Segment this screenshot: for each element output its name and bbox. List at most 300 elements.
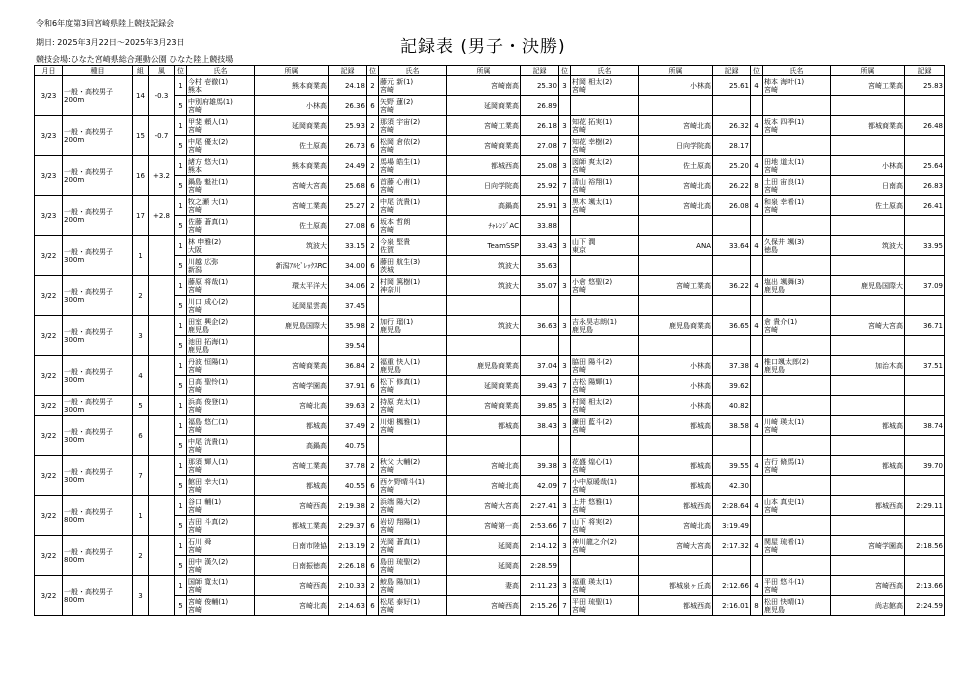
athlete-cell <box>187 196 255 216</box>
event-distance: 800m <box>64 555 85 564</box>
team <box>639 256 713 276</box>
event-distance: 300m <box>64 405 85 414</box>
table-row <box>35 196 945 216</box>
team: 熊本商業高 <box>255 156 329 176</box>
place: 3 <box>559 496 571 516</box>
record: 2:15.26 <box>521 596 559 616</box>
athlete-name: 浜端 陽大(2) <box>380 497 421 506</box>
wind: -0.3 <box>149 76 175 116</box>
athlete-prefecture: 佐賀 <box>380 245 394 254</box>
team: 都城高 <box>255 416 329 436</box>
athlete-cell <box>187 576 255 596</box>
team <box>831 396 905 416</box>
athlete-name: 神川龍之介(2) <box>572 537 617 546</box>
athlete-cell <box>763 116 831 136</box>
athlete-cell <box>571 276 639 296</box>
athlete-prefecture: 宮崎 <box>764 325 778 334</box>
place <box>751 96 763 116</box>
athlete-cell <box>571 576 639 596</box>
record: 26.89 <box>521 96 559 116</box>
record <box>713 216 751 236</box>
athlete-name: 坂本 哲朗 <box>380 217 411 226</box>
team: 宮崎大宮高 <box>831 316 905 336</box>
place: 3 <box>559 276 571 296</box>
athlete-cell <box>379 336 447 356</box>
athlete-prefecture: 神奈川 <box>380 285 401 294</box>
record <box>713 556 751 576</box>
place: 2 <box>367 576 379 596</box>
meet-period: 期日: 2025年3月22日～2025年3月23日 <box>36 38 185 47</box>
event-category: 一般・高校男子 <box>64 287 113 296</box>
record <box>905 336 945 356</box>
team: 新潟ｱﾙﾋﾞﾚｯｸｽRC <box>255 256 329 276</box>
team: TeamSSP <box>447 236 521 256</box>
record: 38.74 <box>905 416 945 436</box>
team <box>447 336 521 356</box>
athlete-prefecture: 宮崎 <box>188 605 202 614</box>
athlete-prefecture: 宮崎 <box>572 585 586 594</box>
place: 4 <box>751 416 763 436</box>
event-date: 3/23 <box>35 156 63 196</box>
team: 日向学院高 <box>639 136 713 156</box>
record: 2:13.19 <box>329 536 367 556</box>
team: 宮崎工業高 <box>639 276 713 296</box>
team: 加治木高 <box>831 356 905 376</box>
athlete-prefecture: 宮崎 <box>572 505 586 514</box>
team: 延岡高 <box>447 536 521 556</box>
athlete-prefecture: 鹿児島 <box>764 605 785 614</box>
record: 37.09 <box>905 276 945 296</box>
athlete-name: 田室 興企(2) <box>188 317 229 326</box>
athlete-cell <box>571 436 639 456</box>
athlete-name: 浜高 俊登(1) <box>188 397 229 406</box>
table-row <box>35 456 945 476</box>
heat-number: 1 <box>133 496 149 536</box>
athlete-prefecture: 宮崎 <box>764 505 778 514</box>
record: 37.49 <box>329 416 367 436</box>
athlete-name: 福重 瑛太(1) <box>572 577 613 586</box>
record: 2:14.12 <box>521 536 559 556</box>
event-date: 3/22 <box>35 576 63 616</box>
athlete-prefecture: 宮崎 <box>764 85 778 94</box>
event-category: 一般・高校男子 <box>64 507 113 516</box>
team: 佐土原高 <box>255 216 329 236</box>
athlete-name: 知花 幸樹(2) <box>572 137 613 146</box>
place: 7 <box>559 476 571 496</box>
athlete-prefecture: 宮崎 <box>380 605 394 614</box>
athlete-name: 日高 聖怜(1) <box>188 377 229 386</box>
athlete-cell <box>379 156 447 176</box>
team: 延岡商業高 <box>447 96 521 116</box>
athlete-cell <box>571 516 639 536</box>
athlete-name: 土田 宙良(1) <box>764 177 805 186</box>
wind <box>149 396 175 416</box>
place: 5 <box>175 476 187 496</box>
place: 2 <box>367 416 379 436</box>
athlete-prefecture: 徳島 <box>764 245 778 254</box>
team: 宮崎西高 <box>447 596 521 616</box>
record: 2:19.38 <box>329 496 367 516</box>
athlete-name: 福島 悠仁(1) <box>188 417 229 426</box>
athlete-name: 小中原暖哉(1) <box>572 477 617 486</box>
place <box>751 136 763 156</box>
athlete-name: 川崎 瑛太(1) <box>764 417 805 426</box>
athlete-name: 川畑 楓雅(1) <box>380 417 421 426</box>
athlete-prefecture: 熊本 <box>188 165 202 174</box>
record: 34.00 <box>329 256 367 276</box>
place <box>751 516 763 536</box>
athlete-prefecture: 宮崎 <box>764 465 778 474</box>
athlete-prefecture: 宮崎 <box>764 165 778 174</box>
athlete-prefecture: 宮崎 <box>380 485 394 494</box>
athlete-cell <box>187 76 255 96</box>
place: 4 <box>751 356 763 376</box>
place: 1 <box>175 276 187 296</box>
athlete-cell <box>187 256 255 276</box>
place <box>751 396 763 416</box>
athlete-name: 田地 道太(1) <box>764 157 805 166</box>
athlete-name: 平田 琉聖(1) <box>572 597 613 606</box>
team: 日向学院高 <box>447 176 521 196</box>
team: 宮崎大宮高 <box>447 496 521 516</box>
athlete-cell <box>187 156 255 176</box>
record <box>713 256 751 276</box>
athlete-cell <box>763 536 831 556</box>
athlete-cell <box>379 596 447 616</box>
place: 4 <box>751 196 763 216</box>
place: 1 <box>175 396 187 416</box>
place: 1 <box>175 316 187 336</box>
athlete-name: 田中 漢久(2) <box>188 557 229 566</box>
athlete-cell <box>763 76 831 96</box>
athlete-name: 関屋 琉希(1) <box>764 537 805 546</box>
record: 35.98 <box>329 316 367 336</box>
team: ANA <box>639 236 713 256</box>
place: 2 <box>367 156 379 176</box>
record: 39.38 <box>521 456 559 476</box>
athlete-name: 黒木 颯太(1) <box>572 197 613 206</box>
place: 3 <box>559 416 571 436</box>
column-header: 記録 <box>329 66 367 76</box>
athlete-cell <box>763 596 831 616</box>
event-date: 3/22 <box>35 316 63 356</box>
record: 2:16.01 <box>713 596 751 616</box>
athlete-name: 松下 修真(1) <box>380 377 421 386</box>
heat-number: 3 <box>133 576 149 616</box>
team <box>639 296 713 316</box>
athlete-name: 西ケ野晴斗(1) <box>380 477 425 486</box>
athlete-name: 矢野 蓮(2) <box>380 97 414 106</box>
results-table <box>34 65 945 616</box>
athlete-cell <box>379 216 447 236</box>
record: 2:29.11 <box>905 496 945 516</box>
athlete-cell <box>763 456 831 476</box>
place <box>559 256 571 276</box>
athlete-prefecture: 大阪 <box>188 245 202 254</box>
record: 2:27.41 <box>521 496 559 516</box>
record: 25.93 <box>329 116 367 136</box>
event-distance: 300m <box>64 475 85 484</box>
place: 3 <box>559 76 571 96</box>
athlete-cell <box>379 476 447 496</box>
team: 小林高 <box>639 76 713 96</box>
athlete-cell <box>763 556 831 576</box>
athlete-name: 馬場 皓生(1) <box>380 157 421 166</box>
athlete-prefecture: 宮崎 <box>380 425 394 434</box>
wind: -0.7 <box>149 116 175 156</box>
column-header: 位 <box>175 66 187 76</box>
athlete-prefecture: 鹿児島 <box>188 345 209 354</box>
place: 5 <box>175 336 187 356</box>
athlete-name: 清山 裕翔(1) <box>572 177 613 186</box>
place: 1 <box>175 416 187 436</box>
event-distance: 800m <box>64 595 85 604</box>
column-header: 種目 <box>63 66 133 76</box>
record: 38.58 <box>713 416 751 436</box>
team: 妻高 <box>447 576 521 596</box>
record: 36.71 <box>905 316 945 336</box>
athlete-cell <box>379 236 447 256</box>
team: 高鍋高 <box>255 436 329 456</box>
team: 高鍋高 <box>447 196 521 216</box>
record: 37.38 <box>713 356 751 376</box>
team: 延岡商業高 <box>255 116 329 136</box>
athlete-prefecture: 宮崎 <box>188 105 202 114</box>
wind <box>149 456 175 496</box>
place: 4 <box>751 496 763 516</box>
column-header: 位 <box>367 66 379 76</box>
team <box>831 136 905 156</box>
place: 5 <box>175 216 187 236</box>
athlete-name: 坂本 四季(1) <box>764 117 805 126</box>
place: 3 <box>559 396 571 416</box>
athlete-name: 川口 成心(2) <box>188 297 229 306</box>
place: 6 <box>367 476 379 496</box>
athlete-name: 山本 真史(1) <box>764 497 805 506</box>
record: 40.55 <box>329 476 367 496</box>
record: 34.06 <box>329 276 367 296</box>
heat-number: 15 <box>133 116 149 156</box>
athlete-cell <box>571 476 639 496</box>
athlete-prefecture: 宮崎 <box>572 145 586 154</box>
place: 7 <box>559 516 571 536</box>
team: 宮崎商業高 <box>447 136 521 156</box>
athlete-cell <box>187 416 255 436</box>
record: 2:29.37 <box>329 516 367 536</box>
heat-number: 17 <box>133 196 149 236</box>
record: 28.17 <box>713 136 751 156</box>
athlete-name: 吉田 斗真(2) <box>188 517 229 526</box>
record <box>905 376 945 396</box>
place: 2 <box>367 356 379 376</box>
event-name <box>63 396 133 416</box>
record: 26.73 <box>329 136 367 156</box>
team <box>831 96 905 116</box>
team: 都城高 <box>255 476 329 496</box>
place: 2 <box>367 276 379 296</box>
column-header: 氏名 <box>763 66 831 76</box>
athlete-name: 藤田 航生(3) <box>380 257 421 266</box>
team <box>831 556 905 576</box>
place: 6 <box>367 216 379 236</box>
athlete-name: 中尾 洸貴(1) <box>380 197 421 206</box>
athlete-prefecture: 宮崎 <box>572 185 586 194</box>
place: 6 <box>367 596 379 616</box>
athlete-name: 島田 琉聖(2) <box>380 557 421 566</box>
heat-number: 5 <box>133 396 149 416</box>
record <box>905 476 945 496</box>
record <box>905 256 945 276</box>
athlete-cell <box>379 296 447 316</box>
athlete-prefecture: 宮崎 <box>572 365 586 374</box>
athlete-cell <box>187 356 255 376</box>
event-name <box>63 496 133 536</box>
athlete-cell <box>571 256 639 276</box>
athlete-name: 石川 舜 <box>188 537 212 546</box>
athlete-prefecture: 熊本 <box>188 85 202 94</box>
column-header: 所属 <box>447 66 521 76</box>
athlete-prefecture: 宮崎 <box>380 585 394 594</box>
record: 38.43 <box>521 416 559 436</box>
record: 24.18 <box>329 76 367 96</box>
team: 都城西高 <box>447 156 521 176</box>
team: 延岡商業高 <box>447 376 521 396</box>
event-date: 3/23 <box>35 196 63 236</box>
athlete-cell <box>571 556 639 576</box>
record: 2:26.18 <box>329 556 367 576</box>
athlete-name: 牧之瀬 大(1) <box>188 197 229 206</box>
athlete-prefecture: 宮崎 <box>188 485 202 494</box>
athlete-cell <box>187 296 255 316</box>
athlete-cell <box>187 276 255 296</box>
place: 1 <box>175 116 187 136</box>
athlete-cell <box>379 396 447 416</box>
athlete-cell <box>187 316 255 336</box>
athlete-cell <box>763 576 831 596</box>
place <box>559 336 571 356</box>
athlete-name: 鮫島 陽加(1) <box>380 577 421 586</box>
team <box>831 296 905 316</box>
record <box>905 296 945 316</box>
athlete-cell <box>571 136 639 156</box>
team: 宮崎工業高 <box>255 456 329 476</box>
event-name <box>63 196 133 236</box>
team: 宮崎商業高 <box>447 396 521 416</box>
heat-number: 16 <box>133 156 149 196</box>
record: 26.32 <box>713 116 751 136</box>
place: 6 <box>367 256 379 276</box>
record <box>905 436 945 456</box>
athlete-prefecture: 東京 <box>572 245 586 254</box>
record: 33.15 <box>329 236 367 256</box>
record: 2:17.32 <box>713 536 751 556</box>
event-name <box>63 576 133 616</box>
team: 宮崎北高 <box>255 596 329 616</box>
event-name <box>63 536 133 576</box>
athlete-name: 国師 寛太(1) <box>188 577 229 586</box>
heat-number: 4 <box>133 356 149 396</box>
place: 5 <box>175 296 187 316</box>
athlete-name: 鎌田 藍斗(2) <box>572 417 613 426</box>
athlete-cell <box>571 356 639 376</box>
wind: +2.8 <box>149 196 175 236</box>
athlete-cell <box>187 556 255 576</box>
place: 8 <box>751 596 763 616</box>
athlete-prefecture: 宮崎 <box>380 205 394 214</box>
event-name <box>63 316 133 356</box>
athlete-prefecture: 宮崎 <box>572 485 586 494</box>
athlete-name: 塩出 颯舞(3) <box>764 277 805 286</box>
athlete-name: 吉行 脩馬(1) <box>764 457 805 466</box>
team: 都城商業高 <box>831 116 905 136</box>
record: 27.08 <box>521 136 559 156</box>
event-name <box>63 116 133 156</box>
record <box>713 296 751 316</box>
team: 都城高 <box>831 456 905 476</box>
team: 筑波大 <box>447 316 521 336</box>
athlete-cell <box>187 496 255 516</box>
team: 佐土原高 <box>639 156 713 176</box>
record: 26.83 <box>905 176 945 196</box>
event-category: 一般・高校男子 <box>64 367 113 376</box>
athlete-prefecture: 宮崎 <box>188 225 202 234</box>
team <box>447 296 521 316</box>
team: 延岡星雲高 <box>255 296 329 316</box>
athlete-name: 上井 悠雅(1) <box>572 497 613 506</box>
athlete-cell <box>187 216 255 236</box>
record: 37.04 <box>521 356 559 376</box>
athlete-cell <box>187 476 255 496</box>
athlete-name: 松尾 泰好(1) <box>380 597 421 606</box>
heat-number: 2 <box>133 536 149 576</box>
athlete-cell <box>187 236 255 256</box>
team: 小林高 <box>831 156 905 176</box>
place: 3 <box>559 156 571 176</box>
athlete-name: 村岡 相太(2) <box>572 77 613 86</box>
athlete-cell <box>763 476 831 496</box>
column-header: 記録 <box>713 66 751 76</box>
team: 鹿児島国際大 <box>831 276 905 296</box>
team <box>639 216 713 236</box>
record: 2:11.23 <box>521 576 559 596</box>
athlete-name: 丹波 恒陽(1) <box>188 357 229 366</box>
record: 37.91 <box>329 376 367 396</box>
team: 延岡高 <box>447 556 521 576</box>
place: 2 <box>367 456 379 476</box>
athlete-cell <box>187 176 255 196</box>
record <box>905 136 945 156</box>
place: 1 <box>175 536 187 556</box>
athlete-prefecture: 宮崎 <box>572 405 586 414</box>
athlete-cell <box>379 196 447 216</box>
athlete-prefecture: 宮崎 <box>380 165 394 174</box>
record <box>713 336 751 356</box>
athlete-prefecture: 宮崎 <box>188 365 202 374</box>
athlete-name: 館田 幸大(1) <box>188 477 229 486</box>
place: 6 <box>367 556 379 576</box>
table-row <box>35 416 945 436</box>
athlete-cell <box>379 276 447 296</box>
team: 都城高 <box>447 416 521 436</box>
athlete-name: 池田 拓海(1) <box>188 337 229 346</box>
athlete-prefecture: 鹿児島 <box>380 365 401 374</box>
event-distance: 300m <box>64 335 85 344</box>
team: 宮崎西高 <box>255 496 329 516</box>
team: 鹿児島商業高 <box>447 356 521 376</box>
place: 4 <box>751 236 763 256</box>
place: 2 <box>367 316 379 336</box>
athlete-prefecture: 宮崎 <box>572 285 586 294</box>
